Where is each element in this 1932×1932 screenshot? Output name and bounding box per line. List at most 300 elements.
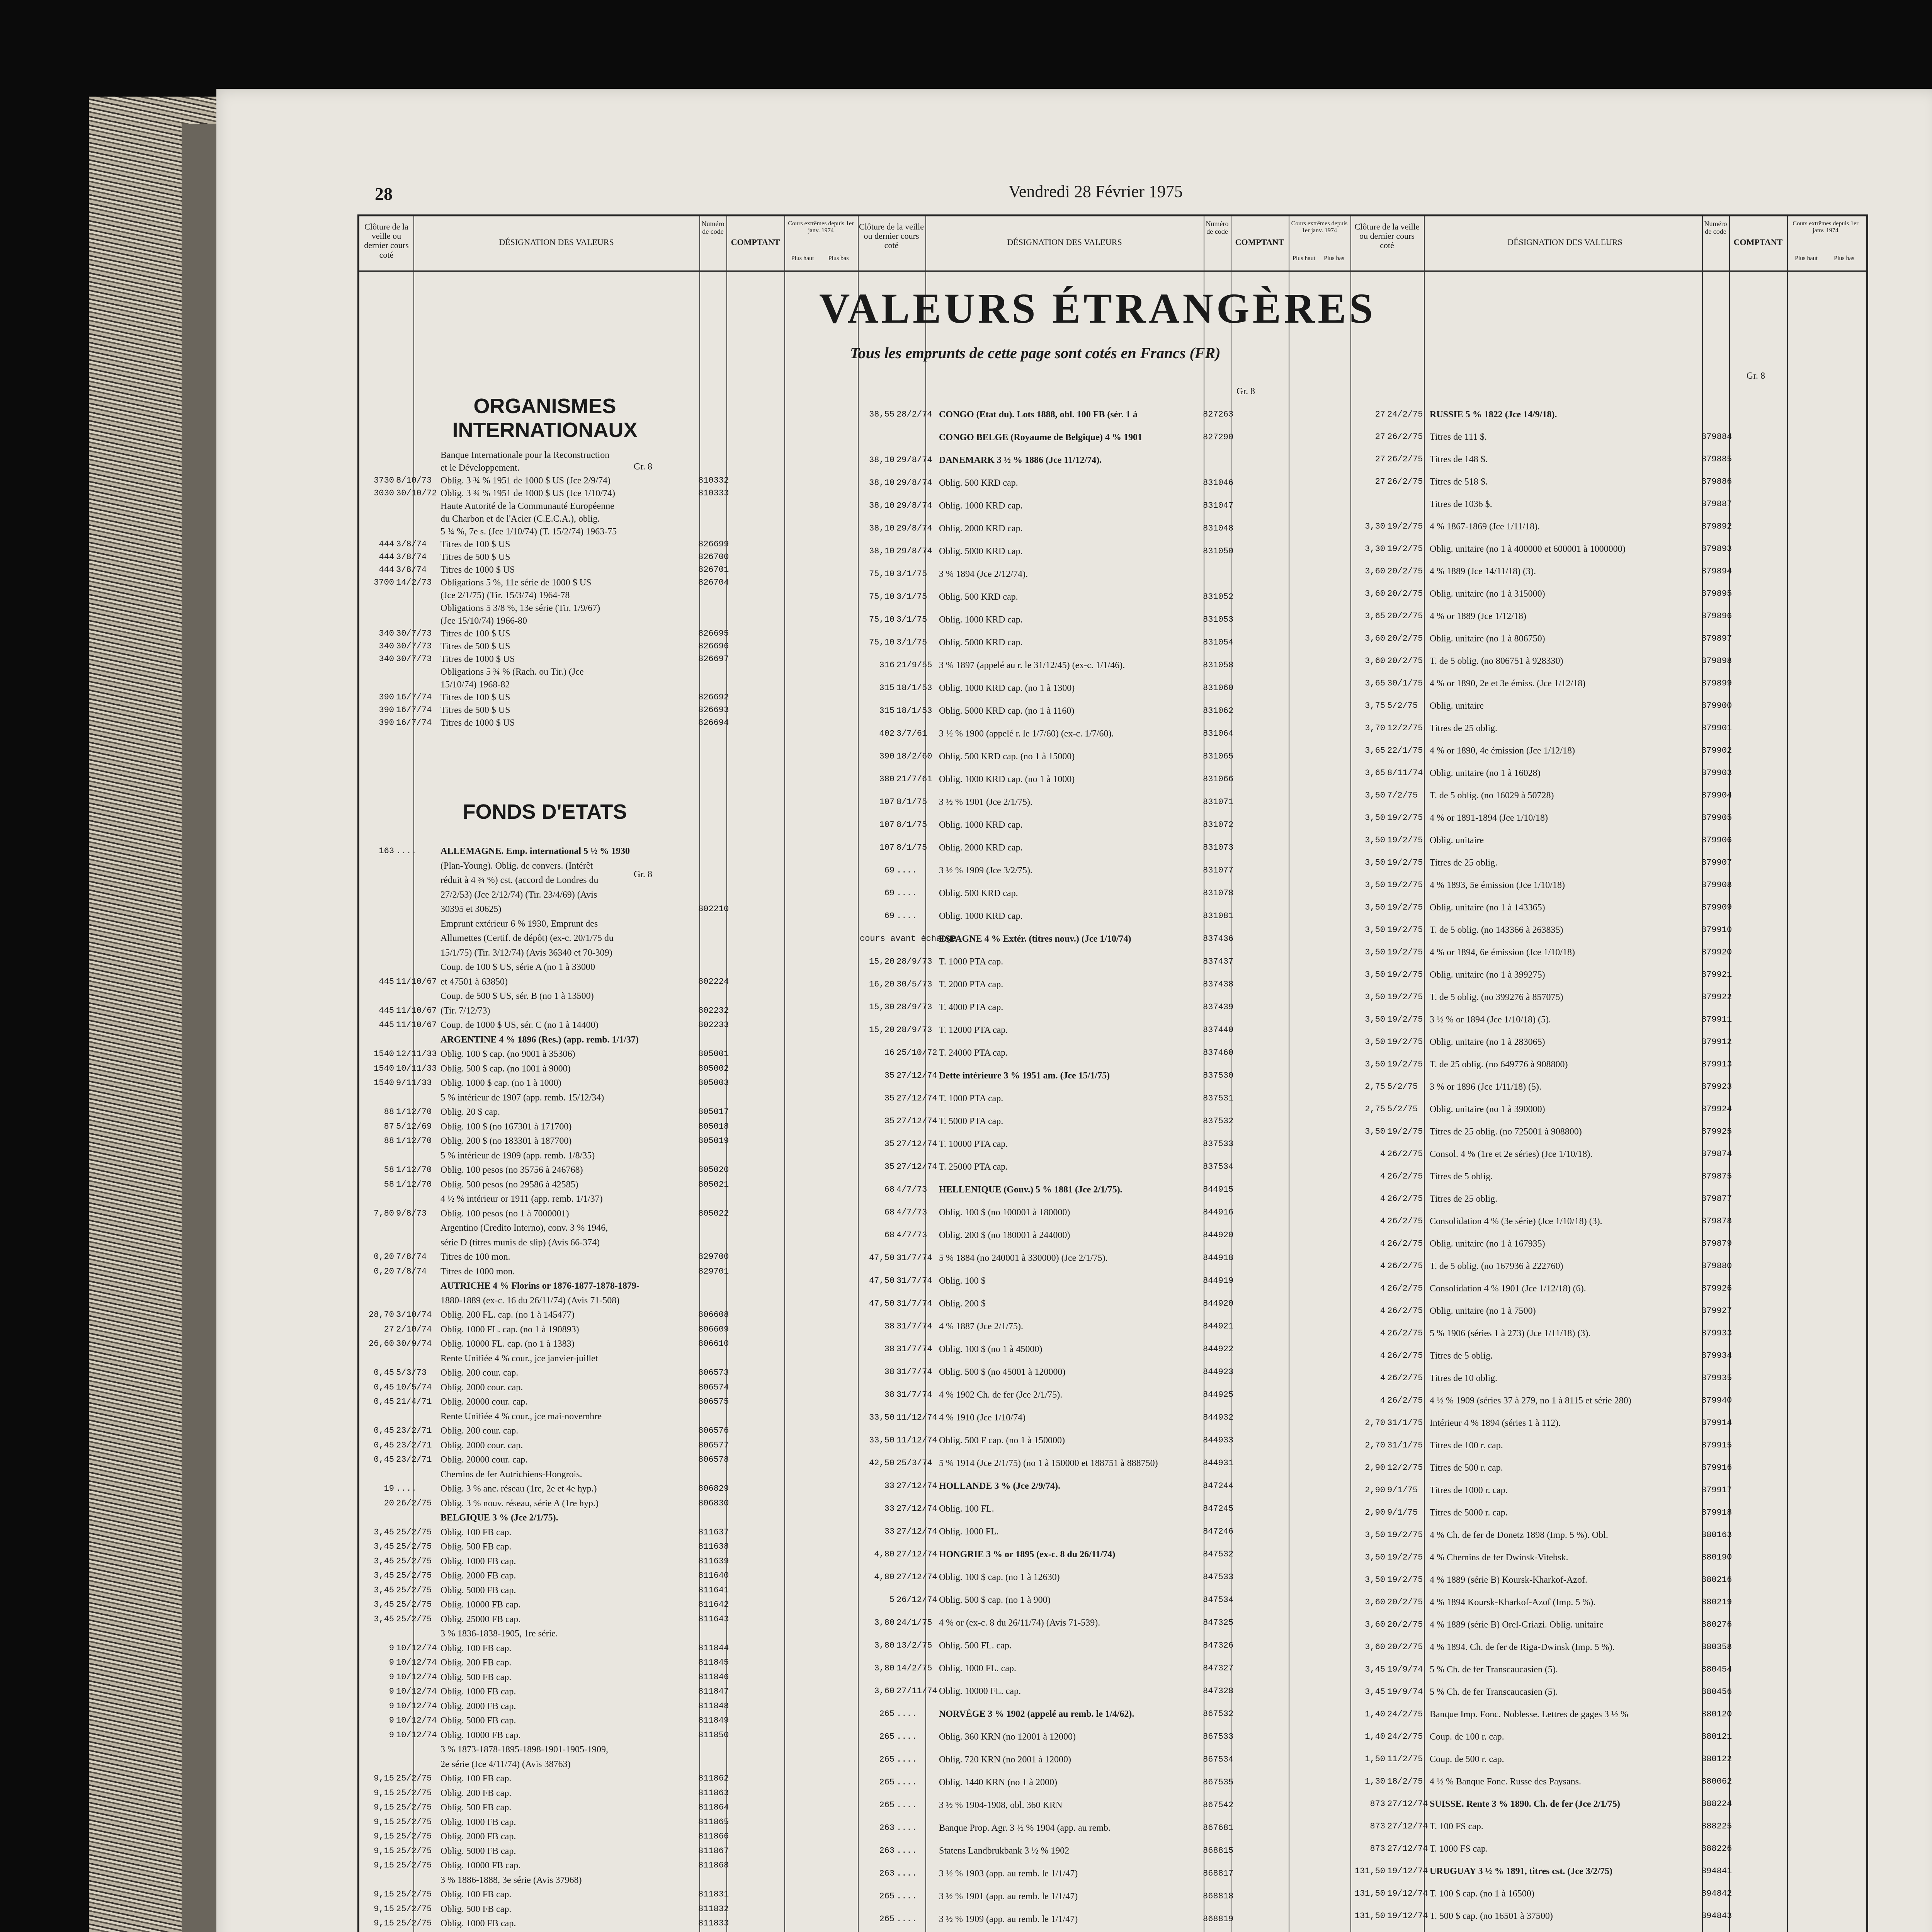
security-code: 868815 bbox=[1203, 1846, 1234, 1855]
security-designation: Oblig. 360 KRN (no 12001 à 12000) bbox=[939, 1732, 1076, 1742]
cloture-date: 3/1/75 bbox=[896, 592, 927, 602]
security-designation: Oblig. 2000 FB cap. bbox=[440, 1832, 516, 1842]
security-code: 827290 bbox=[1203, 432, 1234, 442]
security-designation: T. 100 FS cap. bbox=[1430, 1821, 1483, 1832]
cloture-value: 4 bbox=[1380, 1239, 1385, 1248]
cloture-date: 9/1/75 bbox=[1387, 1485, 1418, 1495]
security-code: 888224 bbox=[1701, 1799, 1732, 1809]
security-designation: Titres de 1000 r. cap. bbox=[1430, 1485, 1508, 1495]
cloture-date: 19/2/75 bbox=[1387, 835, 1423, 845]
cloture-date: 24/1/75 bbox=[896, 1618, 932, 1628]
security-designation: 3 ½ % 1909 (Jce 3/2/75). bbox=[939, 866, 1032, 876]
security-code: 879904 bbox=[1701, 791, 1732, 800]
divider bbox=[1424, 216, 1425, 1932]
cloture-date: .... bbox=[896, 1709, 917, 1719]
security-code: 879915 bbox=[1701, 1440, 1732, 1450]
cloture-date: 24/2/75 bbox=[1387, 410, 1423, 419]
cloture-value: 28,70 bbox=[368, 1310, 394, 1320]
cloture-value: 4 bbox=[1380, 1373, 1385, 1383]
security-designation: Oblig. 100 $ (no 167301 à 171700) bbox=[440, 1121, 572, 1132]
security-designation: 4 % 1889 (série B) Orel-Griazi. Oblig. unitaire bbox=[1430, 1620, 1604, 1630]
security-code: 810332 bbox=[698, 476, 729, 485]
security-code: 811844 bbox=[698, 1643, 729, 1653]
security-code: 844925 bbox=[1203, 1390, 1234, 1400]
security-designation: Titres de 25 oblig. (no 725001 à 908800) bbox=[1430, 1127, 1582, 1137]
cloture-date: 25/2/75 bbox=[396, 1600, 432, 1609]
security-designation: Banque Prop. Agr. 3 ½ % 1904 (app. au remb. bbox=[939, 1823, 1111, 1833]
security-designation: Oblig. 1000 KRD cap. (no 1 à 1300) bbox=[939, 683, 1075, 693]
cloture-date: 3/8/74 bbox=[396, 552, 427, 562]
cloture-value: 263 bbox=[879, 1846, 895, 1855]
security-designation: Oblig. 100 FB cap. bbox=[440, 1889, 512, 1900]
security-code: 844916 bbox=[1203, 1208, 1234, 1217]
security-code: 831053 bbox=[1203, 615, 1234, 624]
security-code: 879877 bbox=[1701, 1194, 1732, 1204]
cloture-value: 3,50 bbox=[1365, 1553, 1385, 1562]
cloture-value: 27 bbox=[1375, 454, 1385, 464]
security-designation: Oblig. 1000 KRD cap. bbox=[939, 911, 1023, 921]
security-designation: 3 ½ % 1901 (Jce 2/1/75). bbox=[939, 797, 1032, 807]
security-code: 811643 bbox=[698, 1614, 729, 1624]
security-code: 879905 bbox=[1701, 813, 1732, 823]
header-comptant: COMPTANT bbox=[731, 237, 780, 247]
security-code: 880190 bbox=[1701, 1553, 1732, 1562]
cloture-value: 1540 bbox=[374, 1049, 394, 1059]
security-designation: Titres de 100 mon. bbox=[440, 1252, 510, 1262]
cloture-value: 3,65 bbox=[1365, 611, 1385, 621]
cloture-value: 340 bbox=[379, 654, 394, 664]
cloture-date: 10/12/74 bbox=[396, 1658, 437, 1667]
security-designation: Oblig. 200 FL. cap. (no 1 à 145477) bbox=[440, 1310, 575, 1320]
cloture-value: 0,45 bbox=[374, 1440, 394, 1450]
cloture-value: 4 bbox=[1380, 1351, 1385, 1361]
security-designation: 4 % 1887 (Jce 2/1/75). bbox=[939, 1321, 1023, 1332]
cloture-value: 3,65 bbox=[1365, 679, 1385, 688]
cloture-date: 19/2/75 bbox=[1387, 992, 1423, 1002]
security-designation: et le Développement. bbox=[440, 463, 520, 473]
security-designation: T. 5000 PTA cap. bbox=[939, 1116, 1003, 1126]
security-designation: 4 % or 1891-1894 (Jce 1/10/18) bbox=[1430, 813, 1548, 823]
security-designation: Oblig. unitaire (no 1 à 806750) bbox=[1430, 634, 1545, 644]
security-designation: Titres de 500 $ US bbox=[440, 705, 510, 715]
cloture-value: 2,75 bbox=[1365, 1082, 1385, 1092]
cloture-date: .... bbox=[896, 1869, 917, 1878]
security-code: 806574 bbox=[698, 1382, 729, 1392]
security-code: 811865 bbox=[698, 1817, 729, 1827]
security-designation: Oblig. 2000 KRD cap. bbox=[939, 524, 1023, 534]
security-code: 811832 bbox=[698, 1904, 729, 1914]
security-designation: 3 ½ % 1903 (app. au remb. le 1/1/47) bbox=[939, 1869, 1078, 1879]
cloture-date: 27/12/74 bbox=[896, 1481, 937, 1491]
cloture-value: 9 bbox=[389, 1716, 394, 1725]
cloture-value: 3,50 bbox=[1365, 1037, 1385, 1047]
security-designation: Oblig. 100 FL. bbox=[939, 1504, 994, 1514]
security-designation: Oblig. 500 FL. cap. bbox=[939, 1641, 1012, 1651]
cloture-value: 3,50 bbox=[1365, 858, 1385, 867]
security-code: 831058 bbox=[1203, 660, 1234, 670]
header-comptant: COMPTANT bbox=[1235, 237, 1284, 247]
cloture-value: 3,50 bbox=[1365, 970, 1385, 980]
cloture-value: 3,45 bbox=[374, 1614, 394, 1624]
security-designation: 3 % 1836-1838-1905, 1re série. bbox=[440, 1629, 558, 1639]
cloture-date: 28/9/73 bbox=[896, 1025, 932, 1035]
security-code: 831060 bbox=[1203, 683, 1234, 693]
cloture-value: 3,50 bbox=[1365, 992, 1385, 1002]
security-designation: T. de 5 oblig. (no 806751 à 928330) bbox=[1430, 656, 1563, 666]
cloture-date: 26/2/75 bbox=[1387, 1328, 1423, 1338]
security-code: 879884 bbox=[1701, 432, 1732, 442]
security-code: 831073 bbox=[1203, 843, 1234, 852]
security-designation: Oblig. 1000 KRD cap. (no 1 à 1000) bbox=[939, 774, 1075, 784]
security-designation: Banque Internationale pour la Reconstruction bbox=[440, 450, 610, 460]
cloture-value: 3,50 bbox=[1365, 903, 1385, 912]
cloture-date: 9/1/75 bbox=[1387, 1508, 1418, 1517]
cloture-date: 3/1/75 bbox=[896, 638, 927, 647]
security-code: 837439 bbox=[1203, 1002, 1234, 1012]
security-designation: T. 1000 FS cap. bbox=[1430, 1844, 1488, 1854]
cloture-value: 75,10 bbox=[869, 615, 895, 624]
security-designation: BELGIQUE 3 % (Jce 2/1/75). bbox=[440, 1513, 558, 1523]
security-designation: Banque Imp. Fonc. Noblesse. Lettres de gages 3 ½ % bbox=[1430, 1709, 1628, 1719]
security-code: 826695 bbox=[698, 629, 729, 638]
security-designation: Oblig. unitaire (no 1 à 399275) bbox=[1430, 970, 1545, 980]
cloture-date: 20/2/75 bbox=[1387, 589, 1423, 599]
cloture-date: 10/5/74 bbox=[396, 1382, 432, 1392]
security-code: 894843 bbox=[1701, 1911, 1732, 1921]
security-designation: Oblig. 25000 FB cap. bbox=[440, 1614, 521, 1624]
cloture-date: 5/2/75 bbox=[1387, 1082, 1418, 1092]
security-code: 844932 bbox=[1203, 1413, 1234, 1422]
cloture-date: 8/10/73 bbox=[396, 476, 432, 485]
cloture-value: 390 bbox=[379, 718, 394, 728]
security-code: 879935 bbox=[1701, 1373, 1732, 1383]
cloture-date: 26/2/75 bbox=[1387, 1284, 1423, 1293]
security-designation: Titres de 25 oblig. bbox=[1430, 1194, 1498, 1204]
cloture-date: 20/2/75 bbox=[1387, 1620, 1423, 1629]
security-designation: Oblig. 500 pesos (no 29586 à 42585) bbox=[440, 1179, 578, 1190]
security-designation: 4 % 1894. Ch. de fer de Riga-Dwinsk (Imp. 5 %). bbox=[1430, 1642, 1615, 1652]
header-cloture: Clôture de la veille ou dernier cours coté bbox=[364, 222, 409, 260]
security-designation: Oblig. unitaire bbox=[1430, 835, 1484, 845]
cloture-date: 8/11/74 bbox=[1387, 768, 1423, 778]
divider bbox=[1729, 216, 1730, 1932]
security-designation: (Tir. 7/12/73) bbox=[440, 1005, 490, 1016]
security-code: 847328 bbox=[1203, 1686, 1234, 1696]
cloture-value: 3030 bbox=[374, 488, 394, 498]
cloture-value: 3700 bbox=[374, 578, 394, 587]
cloture-date: 31/7/74 bbox=[896, 1299, 932, 1308]
security-code: 847245 bbox=[1203, 1504, 1234, 1514]
cloture-value: 75,10 bbox=[869, 638, 895, 647]
security-designation: Oblig. 10000 FB cap. bbox=[440, 1600, 521, 1610]
security-designation: Oblig. 200 $ bbox=[939, 1299, 986, 1309]
cloture-date: 18/1/53 bbox=[896, 706, 932, 716]
security-designation: Oblig. 1000 FB cap. bbox=[440, 1556, 516, 1566]
security-code: 879893 bbox=[1701, 544, 1732, 554]
header-cloture: Clôture de la veille ou dernier cours coté bbox=[859, 222, 924, 250]
security-designation: Oblig. 500 $ cap. (no 1001 à 9000) bbox=[440, 1063, 571, 1074]
cloture-value: 38,10 bbox=[869, 524, 895, 533]
security-code: 867542 bbox=[1203, 1800, 1234, 1810]
cloture-date: 19/2/75 bbox=[1387, 1530, 1423, 1540]
security-designation: Oblig. 5000 FB cap. bbox=[440, 1716, 516, 1726]
cloture-date: 26/2/75 bbox=[1387, 1239, 1423, 1248]
cloture-value: 3,50 bbox=[1365, 1015, 1385, 1024]
cloture-value: 15,30 bbox=[869, 1002, 895, 1012]
security-code: 879908 bbox=[1701, 880, 1732, 890]
cloture-date: 29/8/74 bbox=[896, 478, 932, 488]
security-designation: 4 % or 1894, 6e émission (Jce 1/10/18) bbox=[1430, 947, 1575, 957]
cloture-value: 9,15 bbox=[374, 1832, 394, 1841]
cloture-value: 445 bbox=[379, 976, 394, 986]
cloture-value: 69 bbox=[884, 888, 895, 898]
cloture-date: 7/8/74 bbox=[396, 1266, 427, 1276]
security-designation: Oblig. 100 pesos (no 1 à 7000001) bbox=[440, 1208, 569, 1219]
cloture-value: 265 bbox=[879, 1777, 895, 1787]
cloture-date: 8/1/75 bbox=[896, 843, 927, 852]
security-designation: Oblig. unitaire (no 1 à 283065) bbox=[1430, 1037, 1545, 1047]
cloture-value: 4 bbox=[1380, 1261, 1385, 1271]
cloture-date: 11/10/67 bbox=[396, 1005, 437, 1015]
security-designation: Oblig. 500 F cap. (no 1 à 150000) bbox=[939, 1435, 1065, 1446]
cloture-value: 9 bbox=[389, 1658, 394, 1667]
cloture-date: 29/8/74 bbox=[896, 455, 932, 465]
security-designation: Oblig. 500 KRD cap. bbox=[939, 478, 1018, 488]
security-code: 826699 bbox=[698, 539, 729, 549]
security-code: 837531 bbox=[1203, 1094, 1234, 1103]
security-code: 806608 bbox=[698, 1310, 729, 1320]
cloture-date: 27/12/74 bbox=[896, 1572, 937, 1582]
security-designation: AUTRICHE 4 % Florins or 1876-1877-1878-1879- bbox=[440, 1281, 639, 1291]
cloture-date: 23/2/71 bbox=[396, 1426, 432, 1435]
cloture-date: 24/2/75 bbox=[1387, 1732, 1423, 1742]
security-designation: Intérieur 4 % 1894 (séries 1 à 112). bbox=[1430, 1418, 1561, 1428]
cloture-date: 11/10/67 bbox=[396, 976, 437, 986]
security-designation: Titres de 148 $. bbox=[1430, 454, 1488, 464]
cloture-date: 25/10/72 bbox=[896, 1048, 937, 1058]
security-code: 805022 bbox=[698, 1208, 729, 1218]
security-designation: Oblig. unitaire (no 1 à 400000 et 600001 à 1000000) bbox=[1430, 544, 1626, 554]
security-code: 831081 bbox=[1203, 911, 1234, 921]
security-designation: Oblig. 1440 KRN (no 1 à 2000) bbox=[939, 1777, 1057, 1787]
security-code: 847534 bbox=[1203, 1595, 1234, 1605]
cloture-date: 24/2/75 bbox=[1387, 1709, 1423, 1719]
cloture-date: 4/7/73 bbox=[896, 1185, 927, 1194]
security-designation: 3 ½ % or 1894 (Jce 1/10/18) (5). bbox=[1430, 1015, 1551, 1025]
cloture-value: 3,75 bbox=[1365, 701, 1385, 711]
security-designation: HOLLANDE 3 % (Jce 2/9/74). bbox=[939, 1481, 1060, 1491]
cloture-value: 9 bbox=[389, 1730, 394, 1740]
security-designation: Oblig. 100 FB cap. bbox=[440, 1527, 512, 1537]
security-code: 811845 bbox=[698, 1658, 729, 1667]
security-designation: 5 % intérieur de 1907 (app. remb. 15/12/34) bbox=[440, 1092, 604, 1103]
cloture-date: 4/7/73 bbox=[896, 1208, 927, 1217]
cloture-date: .... bbox=[896, 1914, 917, 1924]
security-designation: T. 25000 PTA cap. bbox=[939, 1162, 1008, 1172]
cloture-value: 873 bbox=[1370, 1821, 1385, 1831]
cloture-date: 12/2/75 bbox=[1387, 1463, 1423, 1473]
cloture-value: 3,80 bbox=[874, 1663, 895, 1673]
cloture-value: 35 bbox=[884, 1139, 895, 1149]
security-designation: 5 % Ch. de fer Transcaucasien (5). bbox=[1430, 1665, 1558, 1675]
cloture-value: 3,60 bbox=[1365, 1620, 1385, 1629]
cloture-value: 3,80 bbox=[874, 1618, 895, 1628]
security-designation: Oblig. 20000 cour. cap. bbox=[440, 1455, 528, 1465]
security-designation: Oblig. 100 $ cap. (no 9001 à 35306) bbox=[440, 1049, 575, 1059]
security-code: 867534 bbox=[1203, 1755, 1234, 1764]
cloture-date: 3/7/61 bbox=[896, 729, 927, 738]
cloture-date: 8/1/75 bbox=[896, 797, 927, 807]
security-code: 811846 bbox=[698, 1672, 729, 1682]
cloture-value: 0,20 bbox=[374, 1252, 394, 1262]
cloture-date: .... bbox=[896, 1891, 917, 1901]
security-designation: Oblig. 1000 KRD cap. bbox=[939, 501, 1023, 511]
cloture-value: 4,80 bbox=[874, 1549, 895, 1559]
cloture-value: 88 bbox=[384, 1107, 394, 1117]
security-designation: Argentino (Credito Interno), conv. 3 % 1946, bbox=[440, 1223, 608, 1233]
cloture-date: 29/8/74 bbox=[896, 546, 932, 556]
security-code: 879894 bbox=[1701, 566, 1732, 576]
cloture-date: 25/2/75 bbox=[396, 1527, 432, 1537]
security-code: 879914 bbox=[1701, 1418, 1732, 1428]
header-comptant: COMPTANT bbox=[1733, 237, 1783, 247]
cloture-date: 13/2/75 bbox=[896, 1641, 932, 1650]
security-designation: Titres de 10 oblig. bbox=[1430, 1373, 1498, 1383]
security-code: 837436 bbox=[1203, 934, 1234, 944]
cloture-date: 12/2/75 bbox=[1387, 723, 1423, 733]
cloture-date: 27/12/74 bbox=[1387, 1821, 1428, 1831]
security-code: 811642 bbox=[698, 1600, 729, 1609]
security-designation: Titres de 100 $ US bbox=[440, 629, 510, 639]
cloture-value: 1,50 bbox=[1365, 1754, 1385, 1764]
security-code: 831078 bbox=[1203, 888, 1234, 898]
security-designation: Oblig. 1000 FL. cap. (no 1 à 190893) bbox=[440, 1324, 579, 1335]
security-designation: Oblig. 500 KRD cap. bbox=[939, 888, 1018, 898]
cloture-value: 2,90 bbox=[1365, 1463, 1385, 1473]
security-code: 802232 bbox=[698, 1005, 729, 1015]
security-code: 802233 bbox=[698, 1020, 729, 1030]
security-designation: T. 500 $ cap. (no 16501 à 37500) bbox=[1430, 1911, 1553, 1921]
cloture-value: 4 bbox=[1380, 1172, 1385, 1181]
security-designation: Oblig. 100 $ bbox=[939, 1276, 986, 1286]
cloture-date: 25/2/75 bbox=[396, 1817, 432, 1827]
security-code: 880163 bbox=[1701, 1530, 1732, 1540]
security-designation: (Jce 15/10/74) 1966-80 bbox=[440, 616, 527, 626]
security-designation: T. de 5 oblig. (no 143366 à 263835) bbox=[1430, 925, 1563, 935]
cloture-value: 68 bbox=[884, 1230, 895, 1240]
cloture-date: 25/2/75 bbox=[396, 1918, 432, 1928]
security-code: 867532 bbox=[1203, 1709, 1234, 1719]
cloture-value: 38,10 bbox=[869, 546, 895, 556]
security-designation: Statens Landbrukbank 3 ½ % 1902 bbox=[939, 1846, 1070, 1856]
cloture-date: 10/12/74 bbox=[396, 1687, 437, 1696]
security-designation: Oblig. unitaire (no 1 à 16028) bbox=[1430, 768, 1541, 778]
security-code: 811637 bbox=[698, 1527, 729, 1537]
cloture-value: 3,65 bbox=[1365, 768, 1385, 778]
cloture-date: 26/2/75 bbox=[1387, 1261, 1423, 1271]
security-designation: Oblig. unitaire (no 1 à 7500) bbox=[1430, 1306, 1536, 1316]
cloture-value: 380 bbox=[879, 774, 895, 784]
cloture-value: 38 bbox=[884, 1344, 895, 1354]
cloture-date: 10/12/74 bbox=[396, 1716, 437, 1725]
cloture-date: 19/2/75 bbox=[1387, 970, 1423, 980]
security-designation: Oblig. 500 FB cap. bbox=[440, 1672, 512, 1682]
cloture-date: 26/2/75 bbox=[1387, 477, 1423, 486]
cloture-value: 75,10 bbox=[869, 569, 895, 579]
cloture-value: 0,45 bbox=[374, 1455, 394, 1464]
cloture-value: 3,50 bbox=[1365, 1575, 1385, 1585]
security-code: 847532 bbox=[1203, 1549, 1234, 1559]
security-designation: 3 % or 1896 (Jce 1/11/18) (5). bbox=[1430, 1082, 1542, 1092]
cloture-date: 7/8/74 bbox=[396, 1252, 427, 1262]
cloture-date: .... bbox=[896, 1732, 917, 1742]
cloture-date: 12/11/33 bbox=[396, 1049, 437, 1059]
security-designation: du Charbon et de l'Acier (C.E.C.A.), oblig. bbox=[440, 514, 600, 524]
security-code: 888225 bbox=[1701, 1821, 1732, 1831]
security-designation: Oblig. 2000 FB cap. bbox=[440, 1571, 516, 1581]
cloture-value: 131,50 bbox=[1354, 1911, 1385, 1921]
cloture-date: 5/12/69 bbox=[396, 1121, 432, 1131]
security-designation: Titres de 500 $ US bbox=[440, 641, 510, 651]
security-designation: Oblig. 200 $ (no 180001 à 244000) bbox=[939, 1230, 1070, 1240]
section-organismes: ORGANISMES INTERNATIONAUX bbox=[452, 395, 638, 442]
cloture-value: 75,10 bbox=[869, 592, 895, 602]
cloture-date: 18/2/60 bbox=[896, 752, 932, 761]
security-designation: 4 % 1889 (Jce 14/11/18) (3). bbox=[1430, 566, 1536, 577]
cloture-value: 9 bbox=[389, 1687, 394, 1696]
cloture-date: 1/12/70 bbox=[396, 1107, 432, 1117]
security-designation: Oblig. 5000 KRD cap. bbox=[939, 546, 1023, 556]
cloture-value: 0,45 bbox=[374, 1382, 394, 1392]
security-designation: ARGENTINE 4 % 1896 (Res.) (app. remb. 1/1/37) bbox=[440, 1034, 639, 1045]
cloture-date: 11/2/75 bbox=[1387, 1754, 1423, 1764]
security-code: 879885 bbox=[1701, 454, 1732, 464]
cloture-date: 10/12/74 bbox=[396, 1672, 437, 1682]
security-designation: CONGO BELGE (Royaume de Belgique) 4 % 1901 bbox=[939, 432, 1143, 442]
cloture-value: 3,45 bbox=[374, 1556, 394, 1566]
cloture-value: 26,60 bbox=[368, 1339, 394, 1349]
cloture-date: 28/2/74 bbox=[896, 410, 932, 419]
security-designation: Obligations 5 %, 11e série de 1000 $ US bbox=[440, 578, 592, 588]
security-code: 844918 bbox=[1203, 1253, 1234, 1263]
cloture-value: 340 bbox=[379, 629, 394, 638]
security-code: 847244 bbox=[1203, 1481, 1234, 1491]
security-designation: Oblig. 500 FB cap. bbox=[440, 1542, 512, 1552]
security-designation: Oblig. 200 cour. cap. bbox=[440, 1368, 519, 1378]
cloture-date: 19/12/74 bbox=[1387, 1911, 1428, 1921]
cloture-date: 19/9/74 bbox=[1387, 1665, 1423, 1674]
cloture-date: 20/2/75 bbox=[1387, 656, 1423, 666]
security-code: 879925 bbox=[1701, 1127, 1732, 1136]
cloture-value: 265 bbox=[879, 1914, 895, 1924]
cloture-date: 26/2/75 bbox=[1387, 1194, 1423, 1204]
cloture-value: 3,50 bbox=[1365, 880, 1385, 890]
cloture-value: 3,45 bbox=[374, 1527, 394, 1537]
security-designation: T. 10000 PTA cap. bbox=[939, 1139, 1008, 1149]
security-code: 880456 bbox=[1701, 1687, 1732, 1697]
page-date: Vendredi 28 Février 1975 bbox=[1009, 182, 1183, 201]
security-designation: Coup. de 100 r. cap. bbox=[1430, 1732, 1504, 1742]
cloture-date: 11/10/67 bbox=[396, 1020, 437, 1030]
security-code: 826704 bbox=[698, 578, 729, 587]
security-designation: Oblig. 1000 FL. bbox=[939, 1527, 999, 1537]
cloture-value: 1540 bbox=[374, 1078, 394, 1088]
security-code: 831062 bbox=[1203, 706, 1234, 716]
security-code: 810333 bbox=[698, 488, 729, 498]
cloture-value: 33,50 bbox=[869, 1413, 895, 1422]
security-code: 826692 bbox=[698, 692, 729, 702]
cloture-value: 3,60 bbox=[1365, 656, 1385, 666]
